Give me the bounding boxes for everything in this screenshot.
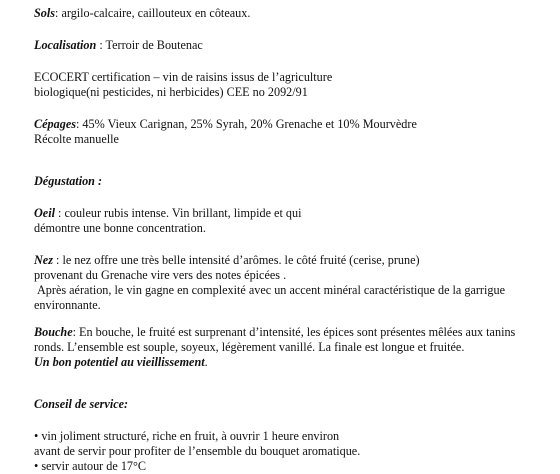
cepages-text: : 45% Vieux Carignan, 25% Syrah, 20% Grenache et 10% Mourvèdre: [75, 117, 417, 131]
localisation-label: Localisation: [34, 38, 97, 52]
cepages-label: Cépages: [34, 117, 76, 131]
cepages-line: [34, 117, 554, 132]
document-page: [34, 6, 554, 474]
sols-line: [34, 6, 554, 21]
sols-label: Sols: [34, 6, 56, 20]
oeil-text: : couleur rubis intense. Vin brillant, limpide et qui: [54, 206, 302, 220]
potentiel-text: Un bon potentiel au vieillissement: [34, 355, 205, 369]
localisation-text: : Terroir de Boutenac: [96, 38, 203, 52]
service-heading: Conseil de service:: [34, 397, 129, 411]
nez-line-4: environnante.: [34, 298, 101, 312]
degustation-heading: Dégustation :: [34, 174, 103, 188]
nez-line-2: provenant du Grenache vire vers des notes épicées .: [34, 268, 287, 282]
nez-line: [34, 253, 554, 268]
sols-text: : argilo-calcaire, caillouteux en côteaux.: [55, 6, 251, 20]
potentiel-end: .: [204, 355, 208, 369]
bouche-line-2: ronds. L’ensemble est souple, soyeux, légèrement vanillé. La finale est longue et fruitée.: [34, 340, 465, 354]
bouche-label: Bouche: [34, 325, 73, 339]
nez-text: : le nez offre une très belle intensité d’arômes. le côté fruité (cerise, prune): [52, 253, 420, 267]
oeil-line-2: démontre une bonne concentration.: [34, 221, 206, 235]
nez-line-3: Après aération, le vin gagne en complexité avec un accent minéral caractéristique de la garrigue: [37, 283, 505, 297]
nez-label: Nez: [34, 253, 53, 267]
potentiel-line: [34, 355, 554, 370]
ecocert-line-1: ECOCERT certification – vin de raisins issus de l’agriculture: [34, 70, 333, 84]
service-item-1-cont: avant de servir pour profiter de l’ensemble du bouquet aromatique.: [34, 444, 361, 458]
bouche-line: [34, 325, 554, 340]
bouche-text: : En bouche, le fruité est surprenant d’intensité, les épices sont présentes mêlées aux tanins: [72, 325, 516, 339]
service-item-1: • vin joliment structuré, riche en fruit, à ouvrir 1 heure environ: [34, 429, 340, 443]
recolte-line: Récolte manuelle: [34, 132, 119, 146]
ecocert-line-2: biologique(ni pesticides, ni herbicides) CEE no 2092/91: [34, 85, 308, 99]
oeil-label: Oeil: [34, 206, 55, 220]
service-item-2: • servir autour de 17°C: [34, 459, 147, 473]
oeil-line: [34, 206, 554, 221]
localisation-line: [34, 38, 554, 53]
